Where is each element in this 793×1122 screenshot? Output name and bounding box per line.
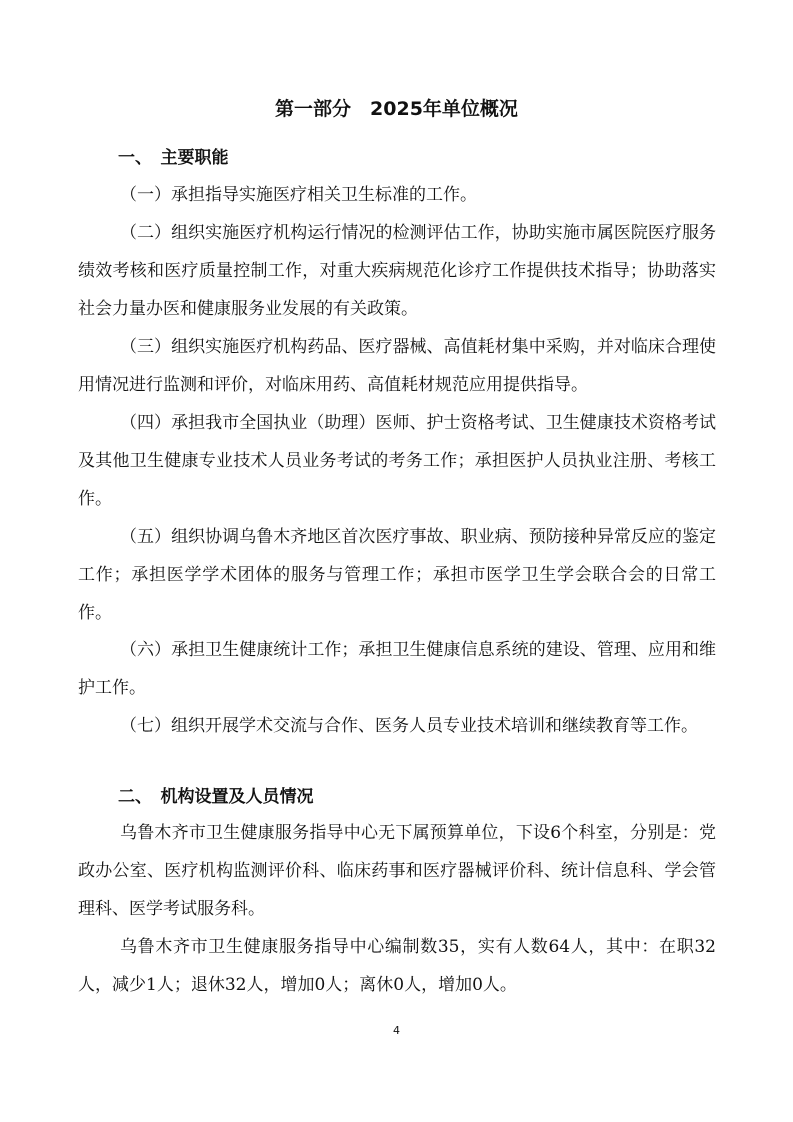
function-item-2: （二）组织实施医疗机构运行情况的检测评估工作，协助实施市属医院医疗服务绩效考核和医疗质量控制工作，对重大疾病规范化诊疗工作提供技术指导；协助落实社会力量办医和健康服务业发展的有关政策。: [78, 223, 716, 319]
function-item-3: （三）组织实施医疗机构药品、医疗器械、高值耗材集中采购，并对临床合理使用情况进行监测和评价，对临床用药、高值耗材规范应用提供指导。: [78, 337, 716, 395]
section-heading-organization: 二、 机构设置及人员情况: [118, 787, 314, 807]
section-heading-functions: 一、 主要职能: [118, 148, 229, 168]
page-number: 4: [393, 1024, 400, 1037]
page-title: 第一部分 2025年单位概况: [275, 98, 518, 120]
function-item-7: （七）组织开展学术交流与合作、医务人员专业技术培训和继续教育等工作。: [120, 716, 698, 736]
organization-paragraph: 乌鲁木齐市卫生健康服务指导中心无下属预算单位，下设6个科室，分别是：党政办公室、医疗机构监测评价科、临床药事和医疗器械评价科、统计信息科、学会管理科、医学考试服务科。: [78, 823, 716, 919]
function-item-5: （五）组织协调乌鲁木齐地区首次医疗事故、职业病、预防接种异常反应的鉴定工作；承担医学学术团体的服务与管理工作；承担市医学卫生学会联合会的日常工作。: [78, 527, 716, 623]
function-item-4: （四）承担我市全国执业（助理）医师、护士资格考试、卫生健康技术资格考试及其他卫生健康专业技术人员业务考试的考务工作；承担医护人员执业注册、考核工作。: [78, 413, 716, 509]
staffing-paragraph: 乌鲁木齐市卫生健康服务指导中心编制数35，实有人数64人，其中：在职32人，减少1人；退休32人，增加0人；离休0人，增加0人。: [78, 937, 716, 995]
function-item-1: （一）承担指导实施医疗相关卫生标准的工作。: [120, 185, 477, 205]
function-item-6: （六）承担卫生健康统计工作；承担卫生健康信息系统的建设、管理、应用和维护工作。: [78, 640, 716, 698]
